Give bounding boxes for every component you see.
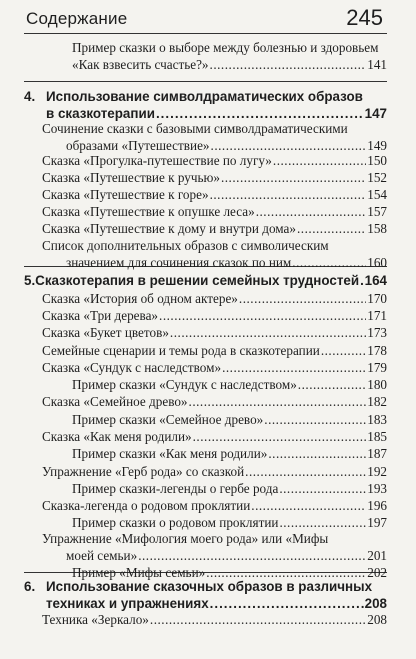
entry-last-line xyxy=(42,359,387,376)
entry-last-line xyxy=(72,445,387,462)
header-page-number: 245 xyxy=(346,5,383,30)
entry-title: Сказка «Три дерева» xyxy=(42,308,159,323)
entry-title: Сказка «Путешествие к дому и внутри дома» xyxy=(42,221,296,236)
entry-last-line xyxy=(42,169,387,186)
entry-first-line xyxy=(42,530,387,547)
toc-entry[interactable] xyxy=(42,359,387,376)
entry-first-line xyxy=(42,120,387,137)
dot-leader xyxy=(170,324,366,341)
toc-entry[interactable] xyxy=(42,186,387,203)
dot-leader xyxy=(251,497,366,514)
entry-last-line xyxy=(42,342,387,359)
dot-leader xyxy=(360,272,364,289)
entry-title: Пример сказки-легенды о гербе рода xyxy=(72,481,279,496)
entry-page-number: 183 xyxy=(367,412,387,427)
entry-page-number: 185 xyxy=(367,429,387,444)
entry-last-line xyxy=(24,272,387,289)
entry-page-number: 158 xyxy=(367,221,387,236)
entry-last-line xyxy=(42,497,387,514)
entry-title: Пример сказки «Как меня родили» xyxy=(72,446,268,461)
toc-entry[interactable] xyxy=(42,342,387,359)
dot-leader xyxy=(193,428,367,445)
toc-entry[interactable] xyxy=(42,611,387,628)
entry-page-number: 187 xyxy=(367,446,387,461)
entry-page-number: 180 xyxy=(367,377,387,392)
entry-page-number: 147 xyxy=(364,106,387,121)
example-entry[interactable] xyxy=(72,376,387,393)
entry-page-number: 154 xyxy=(367,187,387,202)
entry-title: образами «Путешествие» xyxy=(66,138,210,153)
example-entry[interactable] xyxy=(72,514,387,531)
entry-page-number: 178 xyxy=(367,343,387,358)
entry-page-number: 150 xyxy=(367,153,387,168)
entry-title: Использование сказочных образов в различных xyxy=(46,579,373,594)
entry-page-number: 160 xyxy=(367,255,387,270)
entry-title: значением для сочинения сказок по ним xyxy=(66,255,292,270)
dot-leader xyxy=(221,169,366,186)
entry-last-line xyxy=(42,203,387,220)
entry-title: Пример сказки о выборе между болезнью и здоровьем xyxy=(72,40,379,55)
entry-last-line xyxy=(72,411,387,428)
entry-last-line xyxy=(72,514,387,531)
entry-page-number: 196 xyxy=(367,498,387,513)
chapter-number: 4. xyxy=(24,89,36,104)
dot-leader xyxy=(159,307,366,324)
toc-entry[interactable] xyxy=(42,530,387,564)
dot-leader xyxy=(210,56,367,73)
chapter-number: 5. xyxy=(24,273,36,288)
entry-last-line xyxy=(42,463,387,480)
toc-entry[interactable] xyxy=(42,169,387,186)
entry-page-number: 170 xyxy=(367,291,387,306)
entry-title: моей семьи» xyxy=(66,548,138,563)
entry-title: в сказкотерапии xyxy=(46,106,155,121)
entry-page-number: 193 xyxy=(367,481,387,496)
entry-title: Сочинение сказки с базовыми символдраматическими xyxy=(42,121,348,136)
entry-page-number: 197 xyxy=(367,515,387,530)
entry-page-number: 164 xyxy=(364,273,387,288)
entry-page-number: 208 xyxy=(364,596,387,611)
entry-title: Сказка «Путешествие к горе» xyxy=(42,187,209,202)
entry-title: Сказка «Как меня родили» xyxy=(42,429,192,444)
entry-last-line xyxy=(24,595,387,612)
entry-last-line xyxy=(42,611,387,628)
entry-page-number: 201 xyxy=(367,548,387,563)
chapter-entry[interactable] xyxy=(24,88,387,122)
entry-title: Сказка «Прогулка-путешествие по лугу» xyxy=(42,153,272,168)
dot-leader xyxy=(321,342,366,359)
toc-entry[interactable] xyxy=(42,428,387,445)
chapter-entry[interactable] xyxy=(24,272,387,289)
entry-first-line xyxy=(24,88,387,105)
entry-title: Пример «Мифы семьи» xyxy=(72,565,206,580)
entry-page-number: 171 xyxy=(367,308,387,323)
toc-entry[interactable] xyxy=(42,290,387,307)
entry-title: Сказка-легенда о родовом проклятии xyxy=(42,498,251,513)
example-entry[interactable] xyxy=(72,480,387,497)
dot-leader xyxy=(239,290,366,307)
dot-leader xyxy=(292,254,366,271)
entry-title: Сказка «История об одном актере» xyxy=(42,291,238,306)
example-entry[interactable] xyxy=(72,445,387,462)
entry-title: техниках и упражнениях xyxy=(46,596,209,611)
dot-leader xyxy=(268,445,366,462)
dot-leader xyxy=(222,359,366,376)
entry-page-number: 173 xyxy=(367,325,387,340)
dot-leader xyxy=(273,152,366,169)
entry-last-line xyxy=(42,186,387,203)
example-entry[interactable] xyxy=(72,411,387,428)
entry-first-line xyxy=(72,39,387,56)
entry-last-line xyxy=(42,290,387,307)
dot-leader xyxy=(298,376,366,393)
entry-last-line xyxy=(42,393,387,410)
entry-page-number: 208 xyxy=(367,612,387,627)
entry-title: Сказка «Сундук с наследством» xyxy=(42,360,222,375)
entry-title: Сказка «Семейное древо» xyxy=(42,394,188,409)
entry-page-number: 179 xyxy=(367,360,387,375)
entry-title: Пример сказки «Семейное древо» xyxy=(72,412,264,427)
toc-entry[interactable] xyxy=(42,393,387,410)
entry-page-number: 149 xyxy=(367,138,387,153)
entry-last-line xyxy=(72,480,387,497)
entry-title: Упражнение «Мифология моего рода» или «Мифы xyxy=(42,531,329,546)
entry-first-line xyxy=(42,237,387,254)
dot-leader xyxy=(210,595,364,612)
dot-leader xyxy=(279,480,366,497)
toc-entry[interactable] xyxy=(42,203,387,220)
entry-title: Список дополнительных образов с символическим xyxy=(42,238,329,253)
toc-entry[interactable] xyxy=(42,120,387,154)
dot-leader xyxy=(264,411,366,428)
toc-entry[interactable] xyxy=(42,497,387,514)
chapter-number: 6. xyxy=(24,579,36,594)
entry-page-number: 157 xyxy=(367,204,387,219)
entry-title: Семейные сценарии и темы рода в сказкотерапии xyxy=(42,343,320,358)
dot-leader xyxy=(138,547,366,564)
chapter-separator xyxy=(24,81,387,82)
entry-last-line xyxy=(42,220,387,237)
toc-entry[interactable] xyxy=(42,324,387,341)
entry-title: Упражнение «Герб рода» со сказкой xyxy=(42,464,245,479)
entry-title: Использование символдраматических образов xyxy=(46,89,363,104)
entry-title: «Как взвесить счастье?» xyxy=(72,57,209,72)
dot-leader xyxy=(150,611,366,628)
dot-leader xyxy=(245,463,366,480)
entry-last-line xyxy=(42,324,387,341)
example-entry[interactable] xyxy=(72,39,387,73)
entry-title: Сказка «Путешествие к ручью» xyxy=(42,170,220,185)
entry-last-line xyxy=(42,547,387,564)
dot-leader xyxy=(297,220,366,237)
entry-last-line xyxy=(42,254,387,271)
entry-last-line xyxy=(42,307,387,324)
dot-leader xyxy=(279,514,366,531)
toc-entry[interactable] xyxy=(42,220,387,237)
entry-title: Сказкотерапия в решении семейных трудностей xyxy=(35,273,360,288)
entry-page-number: 152 xyxy=(367,170,387,185)
dot-leader xyxy=(189,393,367,410)
entry-first-line xyxy=(24,578,387,595)
dot-leader xyxy=(256,203,367,220)
entry-last-line xyxy=(42,428,387,445)
header-title: Содержание xyxy=(26,9,128,28)
entry-page-number: 192 xyxy=(367,464,387,479)
entry-page-number: 141 xyxy=(367,57,387,72)
entry-last-line xyxy=(72,376,387,393)
entry-last-line xyxy=(42,152,387,169)
entry-title: Сказка «Путешествие к опушке леса» xyxy=(42,204,255,219)
toc-entry[interactable] xyxy=(42,307,387,324)
toc-entry[interactable] xyxy=(42,152,387,169)
entry-title: Пример сказки о родовом проклятии xyxy=(72,515,279,530)
entry-last-line xyxy=(72,56,387,73)
entry-page-number: 202 xyxy=(367,565,387,580)
chapter-entry[interactable] xyxy=(24,578,387,612)
entry-title: Техника «Зеркало» xyxy=(42,612,149,627)
dot-leader xyxy=(210,186,367,203)
toc-entry[interactable] xyxy=(42,463,387,480)
toc-entry[interactable] xyxy=(42,237,387,271)
entry-title: Пример сказки «Сундук с наследством» xyxy=(72,377,297,392)
entry-title: Сказка «Букет цветов» xyxy=(42,325,169,340)
entry-page-number: 182 xyxy=(367,394,387,409)
